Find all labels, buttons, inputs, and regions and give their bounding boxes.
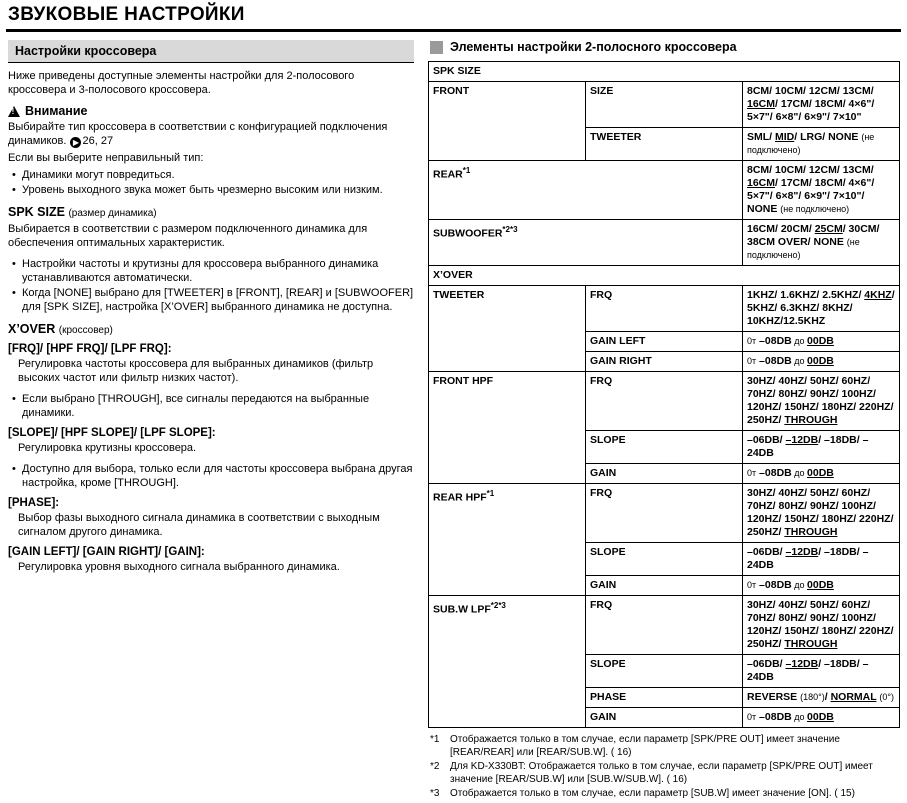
table-band-row bbox=[429, 266, 900, 286]
table-row bbox=[429, 596, 900, 655]
warning-bullets bbox=[8, 168, 414, 197]
left-column bbox=[8, 40, 414, 803]
table-cell-value: 30HZ/ 40HZ/ 50HZ/ 60HZ/ 70HZ/ 80HZ/ 90HZ/ 100HZ/ 120HZ/ 150HZ/ 180HZ/ 220HZ/ 250HZ/ THROUGH bbox=[743, 596, 900, 655]
list-item: • Доступно для выбора, только если для частоты кроссовера выбрана другая настройка, кроме [THROUGH]. bbox=[22, 462, 414, 490]
xover-item-bullets bbox=[8, 462, 414, 490]
xover-item-text: Регулировка уровня выходного сигнала выбранного динамика. bbox=[18, 561, 340, 573]
table-cell-parameter: GAIN LEFT bbox=[586, 332, 743, 352]
footnote-1 bbox=[430, 734, 898, 759]
table-cell-parameter: FRQ bbox=[586, 484, 743, 543]
page-ref-icon: ▶ bbox=[70, 137, 81, 148]
table-cell-group: TWEETER bbox=[429, 286, 586, 372]
crossover-settings-table bbox=[428, 61, 900, 728]
table-cell-parameter: FRQ bbox=[586, 286, 743, 332]
table-cell-value: 0т –08DB до 00DB bbox=[743, 352, 900, 372]
warning-heading bbox=[8, 104, 414, 118]
xover-item-phase bbox=[8, 497, 414, 539]
footnote-marker: *1 bbox=[430, 734, 440, 745]
spk-size-bullets bbox=[8, 257, 414, 314]
footnote-text: Для KD-X330BT: Отображается только в том случае, если параметр [SPK/PRE OUT] имеет значение [REAR/SUB.W] или [SUB.W/SUB.W]. ( 16) bbox=[450, 761, 873, 785]
list-item: • Настройки частоты и крутизны для кроссовера выбранного динамика устанавливаются автоматически. bbox=[22, 257, 414, 285]
table-band-label: X’OVER bbox=[429, 266, 900, 286]
warning-text-2: Если вы выберите неправильный тип: bbox=[8, 152, 204, 164]
table-cell-parameter: GAIN RIGHT bbox=[586, 352, 743, 372]
table-row bbox=[429, 161, 900, 220]
table-cell-group: SUB.W $LPF^{*2*3}$ bbox=[429, 596, 586, 728]
xover-item-label: [FRQ]/ [HPF FRQ]/ [LPF FRQ]: bbox=[8, 343, 172, 355]
warning-triangle-icon bbox=[8, 106, 20, 117]
list-item: • Динамики могут повредиться. bbox=[22, 168, 414, 182]
table-cell-group: $SUBWOOFER^{*2*3}$ bbox=[429, 220, 743, 266]
table-cell-parameter: GAIN bbox=[586, 464, 743, 484]
table-band-label: SPK SIZE bbox=[429, 62, 900, 82]
table-cell-value: 0т –08DB до 00DB bbox=[743, 464, 900, 484]
right-column bbox=[428, 40, 900, 803]
xover-item-slope bbox=[8, 427, 414, 490]
footnote-text: Отображается только в том случае, если параметр [SPK/PRE OUT] имеет значение [REAR/REAR] или [REAR/SUB.W]. ( 16) bbox=[450, 734, 840, 758]
table-cell-group: REAR HPF$^{*1}$ bbox=[429, 484, 586, 596]
table-cell-parameter: GAIN bbox=[586, 708, 743, 728]
xover-item-gain bbox=[8, 546, 414, 574]
footnotes bbox=[430, 734, 898, 801]
two-column-layout bbox=[0, 32, 907, 803]
table-row bbox=[429, 220, 900, 266]
table-cell-parameter: GAIN bbox=[586, 576, 743, 596]
list-item: • Когда [NONE] выбрано для [TWEETER] в [FRONT], [REAR] и [SUBWOOFER] для [SPK SIZE], настройка [X’OVER] выбранного динамика не доступна. bbox=[22, 286, 414, 314]
table-row bbox=[429, 372, 900, 431]
xover-item-bullets bbox=[8, 392, 414, 420]
table-cell-value: 1KHZ/ 1.6KHZ/ 2.5KHZ/ 4KHZ/ 5KHZ/ 6.3KHZ/ 8KHZ/ 10KHZ/12.5KHZ bbox=[743, 286, 900, 332]
xover-item-text: Регулировка крутизны кроссовера. bbox=[18, 442, 197, 454]
xover-item-label: [SLOPE]/ [HPF SLOPE]/ [LPF SLOPE]: bbox=[8, 427, 216, 439]
footnote-marker: *2 bbox=[430, 761, 440, 772]
warning-text-1-body: Выбирайте тип кроссовера в соответствии с конфигурацией подключения динамиков. bbox=[8, 121, 388, 147]
table-cell-value: 8CM/ 10CM/ 12CM/ 13CM/ 16CM/ 17CM/ 18CM/ 4×6"/ 5×7"/ 6×8"/ 6×9"/ 7×10" bbox=[743, 82, 900, 128]
table-cell-parameter: SLOPE bbox=[586, 543, 743, 576]
table-cell-value: 8CM/ 10CM/ 12CM/ 13CM/ 16CM/ 17CM/ 18CM/ 4×6"/ 5×7"/ 6×8"/ 6×9"/ 7×10"/ NONE (не подключено) bbox=[743, 161, 900, 220]
list-item: • Если выбрано [THROUGH], все сигналы передаются на выбранные динамики. bbox=[22, 392, 414, 420]
footnote-2 bbox=[430, 761, 898, 786]
table-cell-parameter: FRQ bbox=[586, 372, 743, 431]
table-row bbox=[429, 484, 900, 543]
footnote-marker: *3 bbox=[430, 788, 440, 799]
table-cell-value: –06DB/ –12DB/ –18DB/ –24DB bbox=[743, 543, 900, 576]
table-cell-value: REVERSE (180°)/ NORMAL (0°) bbox=[743, 688, 900, 708]
spk-size-heading bbox=[8, 205, 414, 219]
intro-paragraph: Ниже приведены доступные элементы настройки для 2-полосового кроссовера и 3-полосового кроссовера. bbox=[8, 70, 355, 96]
xover-item-text: Выбор фазы выходного сигнала динамика в соответствии с выходным сигналом другого динамика. bbox=[18, 512, 380, 538]
page-title: ЗВУКОВЫЕ НАСТРОЙКИ bbox=[8, 4, 245, 25]
table-cell-parameter: SIZE bbox=[586, 82, 743, 128]
xover-heading-label: X’OVER bbox=[8, 322, 56, 336]
table-cell-value: 0т –08DB до 00DB bbox=[743, 708, 900, 728]
table-cell-value: 0т –08DB до 00DB bbox=[743, 332, 900, 352]
right-heading bbox=[430, 40, 900, 54]
list-item: • Уровень выходного звука может быть чрезмерно высоким или низким. bbox=[22, 183, 414, 197]
xover-item-text: Регулировка частоты кроссовера для выбранных динамиков (фильтр высоких частот или фильтр низких частот). bbox=[18, 358, 374, 384]
xover-heading-sub: (кроссовер) bbox=[58, 325, 113, 336]
table-cell-value: –06DB/ –12DB/ –18DB/ –24DB bbox=[743, 655, 900, 688]
table-cell-parameter: TWEETER bbox=[586, 128, 743, 161]
xover-heading bbox=[8, 322, 414, 336]
table-cell-group: REAR$^{*1}$ bbox=[429, 161, 743, 220]
table-cell-parameter: SLOPE bbox=[586, 655, 743, 688]
warning-text-1 bbox=[8, 120, 414, 148]
footnote-text: Отображается только в том случае, если параметр [SUB.W] имеет значение [ON]. ( 15) bbox=[450, 788, 855, 799]
table-cell-value: 0т –08DB до 00DB bbox=[743, 576, 900, 596]
table-cell-group: FRONT HPF bbox=[429, 372, 586, 484]
table-cell-value: 16CM/ 20CM/ 25CM/ 30CM/ 38CM OVER/ NONE (не подключено) bbox=[743, 220, 900, 266]
footnote-3 bbox=[430, 788, 898, 801]
table-band-row bbox=[429, 62, 900, 82]
spk-size-text: Выбирается в соответствии с размером подключенного динамика для обеспечения оптимальных характеристик. bbox=[8, 223, 368, 249]
table-cell-value: –06DB/ –12DB/ –18DB/ –24DB bbox=[743, 431, 900, 464]
spk-size-heading-sub: (размер динамика) bbox=[68, 208, 157, 219]
xover-item-label: [GAIN LEFT]/ [GAIN RIGHT]/ [GAIN]: bbox=[8, 546, 205, 558]
table-cell-value: 30HZ/ 40HZ/ 50HZ/ 60HZ/ 70HZ/ 80HZ/ 90HZ/ 100HZ/ 120HZ/ 150HZ/ 180HZ/ 220HZ/ 250HZ/ THROUGH bbox=[743, 484, 900, 543]
table-cell-value: SML/ MID/ LRG/ NONE (не подключено) bbox=[743, 128, 900, 161]
table-body bbox=[429, 62, 900, 728]
section-heading-crossover: Настройки кроссовера bbox=[8, 40, 414, 63]
spk-size-heading-label: SPK SIZE bbox=[8, 205, 65, 219]
xover-item-label: [PHASE]: bbox=[8, 497, 60, 509]
table-cell-parameter: SLOPE bbox=[586, 431, 743, 464]
table-cell-value: 30HZ/ 40HZ/ 50HZ/ 60HZ/ 70HZ/ 80HZ/ 90HZ/ 100HZ/ 120HZ/ 150HZ/ 180HZ/ 220HZ/ 250HZ/ THROUGH bbox=[743, 372, 900, 431]
warning-ref: 26, 27 bbox=[82, 135, 114, 147]
square-marker-icon bbox=[430, 41, 443, 54]
xover-item-frq bbox=[8, 343, 414, 420]
table-row bbox=[429, 82, 900, 128]
table-cell-parameter: FRQ bbox=[586, 596, 743, 655]
table-cell-parameter: PHASE bbox=[586, 688, 743, 708]
right-heading-label: Элементы настройки 2-полосного кроссовера bbox=[450, 40, 737, 54]
table-row bbox=[429, 286, 900, 332]
table-cell-group: FRONT bbox=[429, 82, 586, 161]
warning-heading-label: Внимание bbox=[25, 104, 88, 118]
